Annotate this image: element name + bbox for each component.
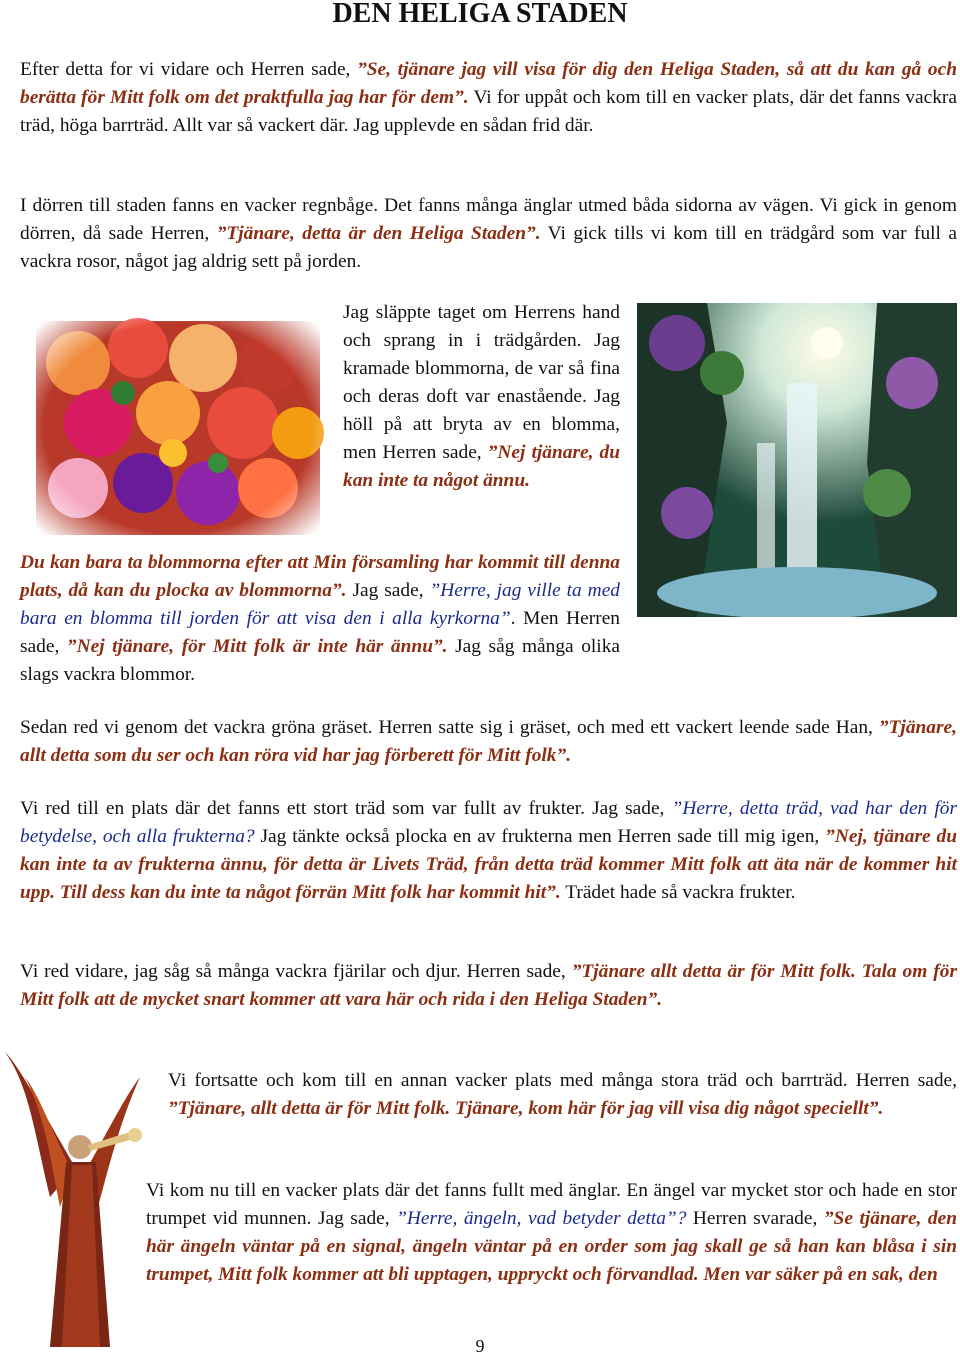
text-run: Jag såg många olika slags vackra blommor.: [20, 636, 620, 685]
paragraph-trees: [168, 1067, 957, 1123]
text-run: Vi for uppåt och kom till en vacker plats, där det fanns vackra träd, höga barrträd. Allt var så vackert där. Jag upplevde en sådan frid där.: [20, 87, 957, 136]
text-run: ”Se tjänare, den här ängeln väntar på en signal, ängeln väntar på en order som jag skall ge så han kan blåsa i sin trumpet, Mitt folk kommer att bli upptagen, uppryckt och förvandlad. Men var säker på en sak, den: [146, 1208, 958, 1285]
text-run: Vi red vidare, jag såg så många vackra fjärilar och djur. Herren sade,: [20, 961, 572, 982]
page-title: DEN HELIGA STADEN: [332, 0, 628, 29]
roses-image: [18, 303, 338, 553]
page-number: 9: [475, 1336, 485, 1356]
text-run: ”Nej tjänare, du kan inte ta något ännu.: [343, 442, 620, 491]
text-run: ”Nej, tjänare du kan inte ta av frukterna ännu, för detta är Livets Träd, från detta träd kommer Mitt folk att äta när de kommer hit upp. Till dess kan du inte ta något förrän Mitt folk har kommit hit”.: [20, 826, 958, 903]
text-run: Trädet hade så vackra frukter.: [560, 882, 796, 903]
text-run: ”Tjänare, allt detta är för Mitt folk. Tjänare, kom här för jag vill visa dig något speciellt”.: [168, 1098, 884, 1119]
paragraph-tree-of-life: [20, 795, 957, 907]
text-run: Herren svarade,: [686, 1208, 824, 1229]
paragraph-rainbow-door: [20, 192, 957, 276]
paragraph-angel-trumpet: [146, 1177, 957, 1289]
text-run: Vi fortsatte och kom till en annan vacker plats med många stora träd och barrträd. Herren sade,: [168, 1070, 957, 1091]
waterfall-image: [637, 303, 957, 617]
text-run: ”Se, tjänare jag vill visa för dig den Heliga Staden, så att du kan gå och berätta för Mitt folk om det praktfulla jag har för dem”.: [20, 59, 958, 108]
text-run: Vi gick tills vi kom till en trädgård som var full a vackra rosor, något jag aldrig sett på jorden.: [20, 223, 958, 272]
paragraph-flowers-church: [20, 549, 620, 689]
text-run: ”Herre, detta träd, vad har den för betydelse, och alla frukterna?: [20, 798, 957, 847]
text-run: I dörren till staden fanns en vacker regnbåge. Det fanns många änglar utmed båda sidorna av vägen. Vi gick in genom dörren, då sade Herren,: [20, 195, 957, 244]
paragraph-green-grass: [20, 714, 957, 770]
text-run: Jag sade,: [346, 580, 430, 601]
text-run: ”Tjänare, detta är den Heliga Staden”.: [216, 223, 541, 244]
text-run: Jag släppte taget om Herrens hand och sprang in i trädgården. Jag kramade blommorna, de var så fina och deras doft var enastående. Jag höll på att bryta av en blomma, men Herren sade,: [343, 302, 620, 463]
text-run: Vi red till en plats där det fanns ett stort träd som var fullt av frukter. Jag sade,: [20, 798, 672, 819]
text-run: ”Tjänare allt detta är för Mitt folk. Tala om för Mitt folk att de mycket snart kommer att vara här och rida i den Heliga Staden”.: [20, 961, 957, 1010]
text-run: Jag tänkte också plocka en av frukterna men Herren sade till mig igen,: [254, 826, 826, 847]
text-run: ”Nej tjänare, för Mitt folk är inte här ännu”.: [66, 636, 448, 657]
text-run: ”Tjänare, allt detta som du ser och kan röra vid har jag förberett för Mitt folk”.: [20, 717, 957, 766]
angel-trumpet-image: [0, 1047, 150, 1352]
text-run: . Men Herren sade,: [20, 608, 621, 657]
paragraph-butterflies: [20, 958, 957, 1014]
text-run: ”Herre, ängeln, vad betyder detta”?: [396, 1208, 687, 1229]
paragraph-garden: [343, 299, 620, 495]
paragraph-intro: [20, 56, 957, 140]
text-run: Efter detta for vi vidare och Herren sade,: [20, 59, 358, 80]
text-run: Vi kom nu till en vacker plats där det fanns fullt med änglar. En ängel var mycket stor och hade en stor trumpet vid munnen. Jag sade,: [146, 1180, 957, 1229]
text-run: ”Herre, jag ville ta med bara en blomma till jorden för att visa den i alla kyrkorna”: [20, 580, 620, 629]
text-run: Sedan red vi genom det vackra gröna gräset. Herren satte sig i gräset, och med ett vackert leende sade Han,: [20, 717, 879, 738]
text-run: Du kan bara ta blommorna efter att Min församling har kommit till denna plats, då kan du plocka av blommorna”.: [20, 552, 620, 601]
